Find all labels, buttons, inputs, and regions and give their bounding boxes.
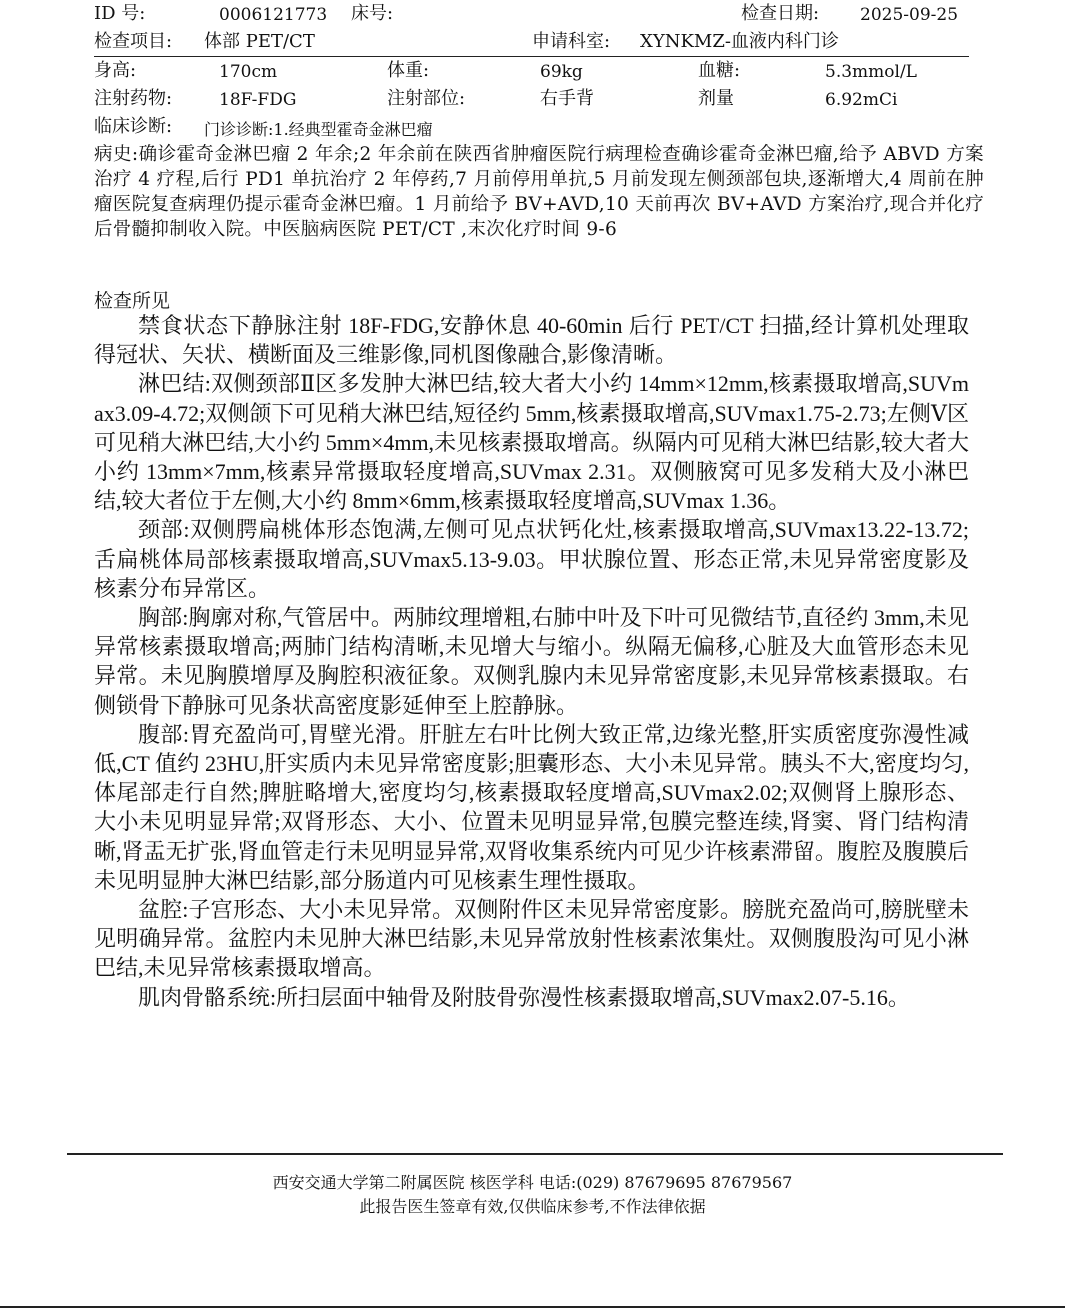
footer-hospital-contact: 西安交通大学第二附属医院 核医学科 电话:(029) 87679695 87679567 bbox=[272, 1173, 793, 1192]
findings-body bbox=[94, 311, 969, 1012]
bed-label: 床号: bbox=[351, 3, 394, 24]
page-bottom-edge bbox=[0, 1306, 1065, 1308]
glucose-label: 血糖: bbox=[698, 60, 741, 81]
id-value: 0006121773 bbox=[219, 5, 328, 25]
dept-label: 申请科室: bbox=[532, 31, 611, 52]
findings-paragraph-abdomen: 腹部:胃充盈尚可,胃壁光滑。肝脏左右叶比例大致正常,边缘光整,肝实质密度弥漫性减低,CT 值约 23HU,肝实质内未见异常密度影;胆囊形态、大小未见异常。胰头不大,密度均匀,体尾部走行自然;脾脏略增大,密度均匀,核素摄取轻度增高,SUVmax2.02;双侧肾上腺形态、大小未见明显异常;双肾形态、大小、位置未见明显异常,包膜完整连续,肾窦、肾门结构清晰,肾盂无扩张,肾血管走行未见明显异常,双肾收集系统内可见少许核素滞留。腹腔及腹膜后未见明显肿大淋巴结影,部分肠道内可见核素生理性摄取。 bbox=[94, 721, 969, 893]
dose-value: 6.92mCi bbox=[825, 90, 898, 110]
diagnosis-label: 临床诊断: bbox=[94, 116, 173, 137]
exam-date-value: 2025-09-25 bbox=[860, 5, 959, 25]
findings-paragraph-procedure: 禁食状态下静脉注射 18F-FDG,安静休息 40-60min 后行 PET/CT 扫描,经计算机处理取得冠状、矢状、横断面及三维影像,同机图像融合,影像清晰。 bbox=[94, 313, 969, 368]
glucose-value: 5.3mmol/L bbox=[825, 62, 917, 82]
height-label: 身高: bbox=[94, 60, 137, 81]
findings-paragraph-chest: 胸部:胸廓对称,气管居中。两肺纹理增粗,右肺中叶及下叶可见微结节,直径约 3mm,未见异常核素摄取增高;两肺门结构清晰,未见增大与缩小。纵隔无偏移,心脏及大血管形态未见异常。未见胸膜增厚及胸腔积液征象。双侧乳腺内未见异常密度影,未见异常核素摄取。右侧锁骨下静脉可见条状高密度影延伸至上腔静脉。 bbox=[94, 605, 969, 718]
diagnosis-value: 门诊诊断:1.经典型霍奇金淋巴瘤 bbox=[204, 120, 433, 139]
footer-disclaimer: 此报告医生签章有效,仅供临床参考,不作法律依据 bbox=[359, 1197, 706, 1216]
id-label: ID 号: bbox=[94, 3, 146, 24]
findings-paragraph-lymph-nodes: 淋巴结:双侧颈部Ⅱ区多发肿大淋巴结,较大者大小约 14mm×12mm,核素摄取增高,SUVmax3.09-4.72;双侧颌下可见稍大淋巴结,短径约 5mm,核素摄取增高,SUVmax1.75-2.73;左侧Ⅴ区可见稍大淋巴结,大小约 5mm×4mm,未见核素摄取增高。纵隔内可见稍大淋巴结影,较大者大小约 13mm×7mm,核素异常摄取轻度增高,SUVmax 2.31。双侧腋窝可见多发稍大及小淋巴结,较大者位于左侧,大小约 8mm×6mm,核素摄取轻度增高,SUVmax 1.36。 bbox=[94, 371, 969, 514]
findings-paragraph-pelvis: 盆腔:子宫形态、大小未见异常。双侧附件区未见异常密度影。膀胱充盈尚可,膀胱壁未见明确异常。盆腔内未见肿大淋巴结影,未见异常放射性核素浓集灶。双侧腹股沟可见小淋巴结,未见异常核素摄取增高。 bbox=[94, 897, 969, 981]
findings-title: 检查所见 bbox=[94, 290, 171, 312]
drug-label: 注射药物: bbox=[94, 88, 173, 109]
height-value: 170cm bbox=[219, 62, 278, 82]
exam-item-value: 体部 PET/CT bbox=[204, 31, 315, 52]
dept-value: XYNKMZ-血液内科门诊 bbox=[640, 31, 839, 52]
footer-divider bbox=[67, 1153, 1003, 1155]
dose-label: 剂量 bbox=[698, 88, 734, 109]
exam-item-label: 检查项目: bbox=[94, 31, 173, 52]
findings-paragraph-musculoskeletal: 肌肉骨骼系统:所扫层面中轴骨及附肢骨弥漫性核素摄取增高,SUVmax2.07-5.16。 bbox=[138, 984, 910, 1010]
header-divider bbox=[94, 56, 969, 57]
exam-date-label: 检查日期: bbox=[741, 3, 820, 24]
site-value: 右手背 bbox=[540, 88, 594, 109]
site-label: 注射部位: bbox=[387, 88, 466, 109]
drug-value: 18F-FDG bbox=[219, 90, 297, 110]
weight-label: 体重: bbox=[387, 60, 430, 81]
weight-value: 69kg bbox=[540, 62, 583, 82]
medical-history: 病史:确诊霍奇金淋巴瘤 2 年余;2 年余前在陕西省肿瘤医院行病理检查确诊霍奇金淋巴瘤,给予 ABVD 方案治疗 4 疗程,后行 PD1 单抗治疗 2 年停药,7 月前停用单抗,5 月前发现左侧颈部包块,逐渐增大,4 周前在肿瘤医院复查病理仍提示霍奇金淋巴瘤。1 月前给予 BV+AVD,10 天前再次 BV+AVD 方案治疗,现合并化疗后骨髓抑制收入院。中医脑病医院 PET/CT ,末次化疗时间 9-6 bbox=[94, 144, 984, 240]
findings-paragraph-neck: 颈部:双侧腭扁桃体形态饱满,左侧可见点状钙化灶,核素摄取增高,SUVmax13.22-13.72;舌扁桃体局部核素摄取增高,SUVmax5.13-9.03。甲状腺位置、形态正常,未见异常密度影及核素分布异常区。 bbox=[94, 517, 969, 601]
